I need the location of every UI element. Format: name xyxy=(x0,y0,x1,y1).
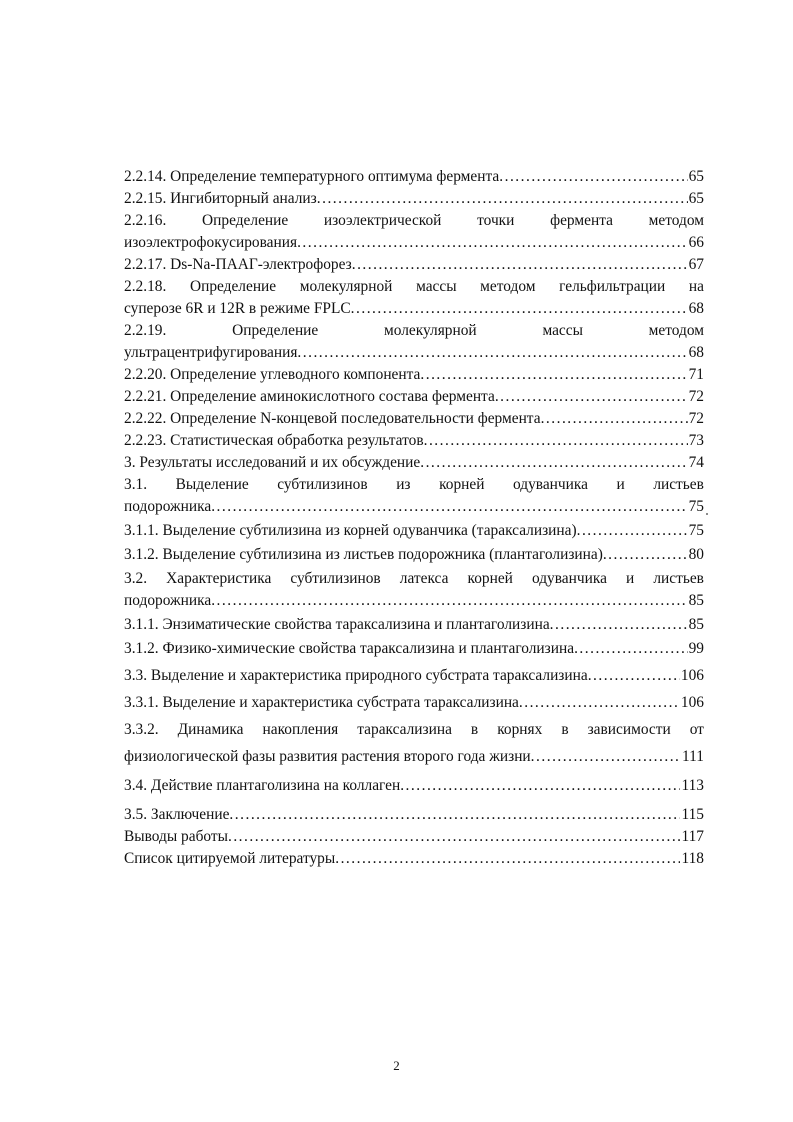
toc-word: методом xyxy=(480,278,536,295)
toc-entry xyxy=(124,474,704,518)
toc-entry xyxy=(124,320,704,364)
toc-line xyxy=(124,826,704,848)
toc-entry xyxy=(124,568,704,612)
toc-entry-title: 3.5. Заключение xyxy=(124,806,230,823)
toc-entry-title: физиологической фазы развития растения второго года жизни xyxy=(124,748,531,765)
toc-page-number: 72 xyxy=(688,388,704,405)
toc-word: зависимости xyxy=(587,721,671,738)
toc-page-number: 85 xyxy=(688,616,704,633)
toc-word: листьев xyxy=(653,476,704,493)
toc-word: массы xyxy=(416,278,457,295)
toc-entry-title: 2.2.20. Определение углеводного компонента xyxy=(124,366,421,383)
toc-entry xyxy=(124,848,704,870)
toc-line xyxy=(124,614,704,636)
toc-entry xyxy=(124,544,704,566)
toc-entry-title: Выводы работы xyxy=(124,828,228,845)
toc-entry xyxy=(124,614,704,636)
toc-word: Определение xyxy=(232,322,319,339)
toc-page-number: 66 xyxy=(688,234,704,251)
toc-entry xyxy=(124,254,704,276)
dot-leader xyxy=(228,826,681,848)
toc-entry xyxy=(124,364,704,386)
toc-entry-title: 3.1.1. Энзиматические свойства тараксализина и плантаголизина xyxy=(124,616,550,633)
toc-word: методом xyxy=(648,212,704,229)
toc-justified-line xyxy=(124,320,704,342)
toc-word: субтилизинов xyxy=(277,476,368,493)
toc-entry-title: 3.3. Выделение и характеристика природного субстрата тараксализина xyxy=(124,667,588,684)
toc-page-number: 75 xyxy=(688,522,704,539)
dot-leader xyxy=(420,452,687,474)
toc-line xyxy=(124,430,704,452)
toc-page-number: 80 xyxy=(688,546,704,563)
toc-page-number: 68 xyxy=(688,300,704,317)
toc-word: и xyxy=(626,570,635,587)
toc-entry-title: 3.3.1. Выделение и характеристика субстрата тараксализина xyxy=(124,694,519,711)
toc-page-number: 115 xyxy=(681,806,704,823)
toc-page-number: 65 xyxy=(688,168,704,185)
toc-entry-title: 2.2.21. Определение аминокислотного состава фермента xyxy=(124,388,495,405)
toc-entry xyxy=(124,520,704,542)
toc-justified-line xyxy=(124,276,704,298)
toc-line xyxy=(124,166,704,188)
toc-word: корней xyxy=(439,476,485,493)
toc-entry xyxy=(124,430,704,452)
toc-entry xyxy=(124,775,704,797)
toc-word: 3.3.2. xyxy=(124,721,159,738)
toc-word: накопления xyxy=(262,721,339,738)
scan-speck xyxy=(706,513,708,515)
dot-leader xyxy=(531,746,681,768)
toc-page-number: 106 xyxy=(680,694,704,711)
toc-line xyxy=(124,544,704,566)
toc-word: 2.2.19. xyxy=(124,322,167,339)
dot-leader xyxy=(519,692,680,714)
toc-line xyxy=(124,254,704,276)
toc-line xyxy=(124,364,704,386)
toc-entry xyxy=(124,210,704,254)
toc-entry-title: 3.1.1. Выделение субтилизина из корней одуванчика (тараксализина) xyxy=(124,522,577,539)
toc-page-number: 74 xyxy=(688,454,704,471)
toc-word: тараксализина xyxy=(357,721,452,738)
toc-line xyxy=(124,232,704,254)
toc-entry-title: 2.2.14. Определение температурного оптимума фермента xyxy=(124,168,500,185)
toc-word: фермента xyxy=(550,212,613,229)
toc-line xyxy=(124,804,704,826)
toc-page-number: 67 xyxy=(688,256,704,273)
toc-word: Характеристика xyxy=(166,570,272,587)
toc-page-number: 65 xyxy=(688,190,704,207)
toc-line xyxy=(124,746,704,768)
toc-word: Выделение xyxy=(175,476,249,493)
toc-line xyxy=(124,452,704,474)
toc-word: изоэлектрической xyxy=(323,212,442,229)
toc-word: латекса xyxy=(399,570,449,587)
toc-entry xyxy=(124,692,704,714)
toc-word: 3.1. xyxy=(124,476,148,493)
dot-leader xyxy=(588,665,680,687)
toc-line xyxy=(124,342,704,364)
toc-word: гельфильтрации xyxy=(559,278,666,295)
dot-leader xyxy=(603,544,688,566)
dot-leader xyxy=(424,430,688,452)
dot-leader xyxy=(297,232,688,254)
toc-line xyxy=(124,188,704,210)
toc-line xyxy=(124,638,704,660)
toc-entry xyxy=(124,665,704,687)
toc-justified-line xyxy=(124,474,704,496)
toc-line xyxy=(124,520,704,542)
dot-leader xyxy=(550,614,688,636)
toc-word: корнях xyxy=(497,721,543,738)
toc-entry-title: Список цитируемой литературы xyxy=(124,850,336,867)
toc-line xyxy=(124,775,704,797)
toc-page-number: 72 xyxy=(688,410,704,427)
toc-word: молекулярной xyxy=(384,322,477,339)
toc-word: и xyxy=(616,476,625,493)
toc-entry-title: 2.2.17. Ds-Na-ПААГ-электрофорез xyxy=(124,256,352,273)
toc-entry xyxy=(124,386,704,408)
toc-line xyxy=(124,848,704,870)
toc-entry xyxy=(124,276,704,320)
toc-page-number: 111 xyxy=(682,748,704,765)
toc-line xyxy=(124,665,704,687)
toc-word: в xyxy=(470,721,479,738)
toc-word: Определение xyxy=(189,278,277,295)
toc-entry xyxy=(124,826,704,848)
dot-leader xyxy=(351,298,688,320)
toc-page-number: 99 xyxy=(688,640,704,657)
toc-entry xyxy=(124,166,704,188)
toc-entry-title: 2.2.22. Определение N-концевой последовательности фермента xyxy=(124,410,541,427)
toc-page-number: 85 xyxy=(688,592,704,609)
toc-word: из xyxy=(396,476,411,493)
dot-leader xyxy=(211,496,687,518)
toc-word: массы xyxy=(542,322,583,339)
toc-justified-line xyxy=(124,210,704,232)
toc-entry-title: 2.2.23. Статистическая обработка результатов xyxy=(124,432,424,449)
toc-page-number: 106 xyxy=(680,667,704,684)
toc-entry-title: 3.1.2. Выделение субтилизина из листьев подорожника (плантаголизина) xyxy=(124,546,603,563)
dot-leader xyxy=(400,775,680,797)
toc-entry xyxy=(124,408,704,430)
toc-page-number: 68 xyxy=(688,344,704,361)
toc-word: листьев xyxy=(653,570,704,587)
toc-word: Определение xyxy=(202,212,289,229)
toc-word: Динамика xyxy=(177,721,244,738)
dot-leader xyxy=(495,386,688,408)
toc-entry-title: изоэлектрофокусирования xyxy=(124,234,298,251)
toc-entry-title: суперозе 6R и 12R в режиме FPLC xyxy=(124,300,351,317)
toc-word: на xyxy=(688,278,704,295)
toc-entry-title: ультрацентрифугирования xyxy=(124,344,298,361)
toc-page-number: 113 xyxy=(681,777,704,794)
toc-line xyxy=(124,590,704,612)
toc-word: методом xyxy=(648,322,704,339)
toc-page-number: 75 xyxy=(688,498,704,515)
toc-page-number: 118 xyxy=(681,850,704,867)
toc-line xyxy=(124,408,704,430)
dot-leader xyxy=(297,342,687,364)
toc-entry-title: 3. Результаты исследований и их обсуждение xyxy=(124,454,421,471)
toc-word: молекулярной xyxy=(299,278,393,295)
toc-word: корней xyxy=(467,570,513,587)
toc-entry-title: 3.4. Действие плантаголизина на коллаген xyxy=(124,777,401,794)
toc-entry xyxy=(124,188,704,210)
toc-entry-title: 2.2.15. Ингибиторный анализ xyxy=(124,190,317,207)
toc-entry xyxy=(124,804,704,826)
dot-leader xyxy=(352,254,688,276)
toc-page-number: 73 xyxy=(688,432,704,449)
toc-line xyxy=(124,692,704,714)
toc-entry xyxy=(124,638,704,660)
dot-leader xyxy=(420,364,687,386)
toc-justified-line xyxy=(124,719,704,741)
toc-word: 3.2. xyxy=(124,570,148,587)
toc-entry-title: подорожника xyxy=(124,592,212,609)
toc-page-number: 71 xyxy=(688,366,704,383)
toc-word: в xyxy=(561,721,569,738)
dot-leader xyxy=(211,590,687,612)
toc-word: одуванчика xyxy=(531,570,607,587)
dot-leader xyxy=(229,804,680,826)
toc-word: одуванчика xyxy=(513,476,588,493)
toc-line xyxy=(124,298,704,320)
dot-leader xyxy=(499,166,687,188)
toc-page-number: 117 xyxy=(681,828,704,845)
dot-leader xyxy=(541,408,688,430)
toc-word: субтилизинов xyxy=(290,570,381,587)
toc-word: 2.2.16. xyxy=(124,212,167,229)
table-of-contents xyxy=(124,166,704,870)
toc-word: от xyxy=(689,721,704,738)
toc-word: 2.2.18. xyxy=(124,278,167,295)
dot-leader xyxy=(574,638,688,660)
dot-leader xyxy=(335,848,680,870)
toc-entry xyxy=(124,452,704,474)
toc-justified-line xyxy=(124,568,704,590)
toc-word: точки xyxy=(477,212,515,229)
page-number: 2 xyxy=(393,1058,400,1073)
dot-leader xyxy=(577,520,688,542)
toc-entry-title: 3.1.2. Физико-химические свойства тараксализина и плантаголизина xyxy=(124,640,575,657)
toc-line xyxy=(124,496,704,518)
toc-entry-title: подорожника xyxy=(124,498,212,515)
toc-line xyxy=(124,386,704,408)
toc-entry xyxy=(124,719,704,768)
dot-leader xyxy=(317,188,688,210)
